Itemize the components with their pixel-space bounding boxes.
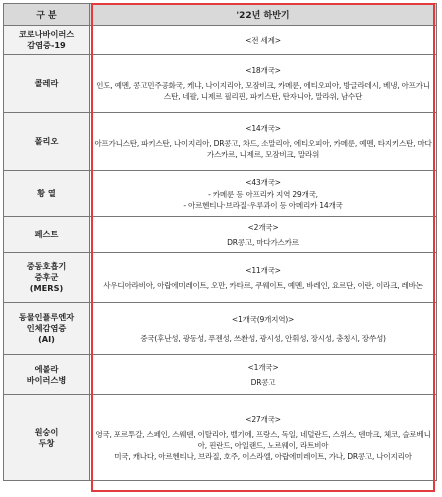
label-line: 동물인플루엔자 [18, 312, 75, 322]
country-list: DR콩고 [250, 377, 276, 387]
label-line: 폴리오 [34, 136, 59, 146]
table-row [4, 55, 437, 113]
country-list: - 아르헨티나·브라질·우루과이 등 아메리카 14개국 [183, 200, 343, 210]
header-period: '22년 하반기 [90, 4, 437, 26]
row-label [4, 395, 90, 481]
country-count: <43개국> [245, 177, 281, 187]
row-label [4, 217, 90, 253]
country-list: 영국, 포르투갈, 스페인, 스웨덴, 이탈리아, 벨기에, 프랑스, 독일, 네덜란드, 스위스, 덴마크, 체코, 슬로베니아, 핀란드, 아일랜드, 노르웨이, 라트비아 [95, 429, 431, 450]
country-count: <1개국> [247, 362, 279, 372]
label-line: 중동호흡기 [26, 261, 67, 271]
row-label [4, 355, 90, 395]
label-line: 코로나바이러스 [18, 29, 75, 39]
row-content [90, 217, 437, 253]
row-content [90, 395, 437, 481]
country-count: <2개국> [247, 222, 279, 232]
table-row [4, 253, 437, 303]
table-row [4, 303, 437, 355]
row-content [90, 26, 437, 55]
label-line: (AI) [38, 334, 55, 344]
row-content [90, 171, 437, 217]
table-row [4, 217, 437, 253]
country-count: <1개국(9개지역)> [231, 314, 295, 324]
row-label [4, 171, 90, 217]
label-line: 바이러스병 [26, 374, 67, 385]
country-count: <11개국> [245, 265, 281, 275]
row-content [90, 253, 437, 303]
country-list: 중국(후난성, 광동성, 푸젠성, 쓰촨성, 광시성, 안휘성, 장시성, 충칭시, 장쑤성) [140, 333, 386, 343]
table-row [4, 26, 437, 55]
country-count: <18개국> [245, 66, 281, 75]
row-content [90, 355, 437, 395]
table-row [4, 395, 437, 481]
disease-country-table [3, 3, 437, 481]
row-content [90, 303, 437, 355]
country-list: 아프가니스탄, 파키스탄, 나이지리아, DR콩고, 차드, 소말리아, 에티오피아, 카메룬, 예멘, 타지키스탄, 마다가스카르, 니제르, 모잠비크, 말라위 [94, 139, 432, 159]
country-count: <27개국> [245, 414, 281, 424]
country-list: 사우디아라비아, 아랍에미레이트, 오만, 카타르, 쿠웨이트, 예멘, 바레인, 요르단, 이란, 이라크, 레바논 [103, 280, 423, 290]
label-line: 황 열 [37, 188, 56, 198]
country-list: 인도, 예멘, 콩고민주공화국, 케냐, 나이지리아, 모잠비크, 카메룬, 에티오피아, 방글라데시, 베냉, 아프가니스탄, 네팔, 니제르 필리핀, 파키스탄, 탄자니아, 말라위, 남수단 [96, 81, 430, 101]
label-line: 증후군 [34, 272, 59, 282]
country-count: <14개국> [245, 124, 281, 133]
label-line: 감염증-19 [27, 40, 66, 50]
country-count: <전 세계> [245, 35, 281, 45]
country-list: - 카메룬 등 아프리카 지역 29개국, [208, 189, 318, 199]
label-line: 에볼라 [34, 363, 59, 374]
label-line: (MERS) [29, 283, 64, 293]
row-label [4, 253, 90, 303]
table-row [4, 113, 437, 171]
label-line: 원숭이 [34, 426, 59, 437]
label-line: 두창 [38, 437, 55, 448]
header-category: 구 분 [4, 4, 90, 26]
table-row [4, 355, 437, 395]
label-line: 페스트 [34, 229, 59, 239]
table-row [4, 171, 437, 217]
row-content [90, 55, 437, 113]
header-row [4, 4, 437, 26]
label-line: 콜레라 [34, 78, 59, 88]
country-list: DR콩고, 마다가스카르 [227, 237, 299, 247]
row-content [90, 113, 437, 171]
country-list: 미국, 캐나다, 아르헨티나, 브라질, 호주, 이스라엘, 아랍에미레이트, 가나, DR콩고, 나이지리아 [114, 451, 412, 461]
label-line: 인체감염증 [26, 323, 67, 333]
row-label [4, 303, 90, 355]
row-label [4, 55, 90, 113]
row-label [4, 26, 90, 55]
row-label [4, 113, 90, 171]
